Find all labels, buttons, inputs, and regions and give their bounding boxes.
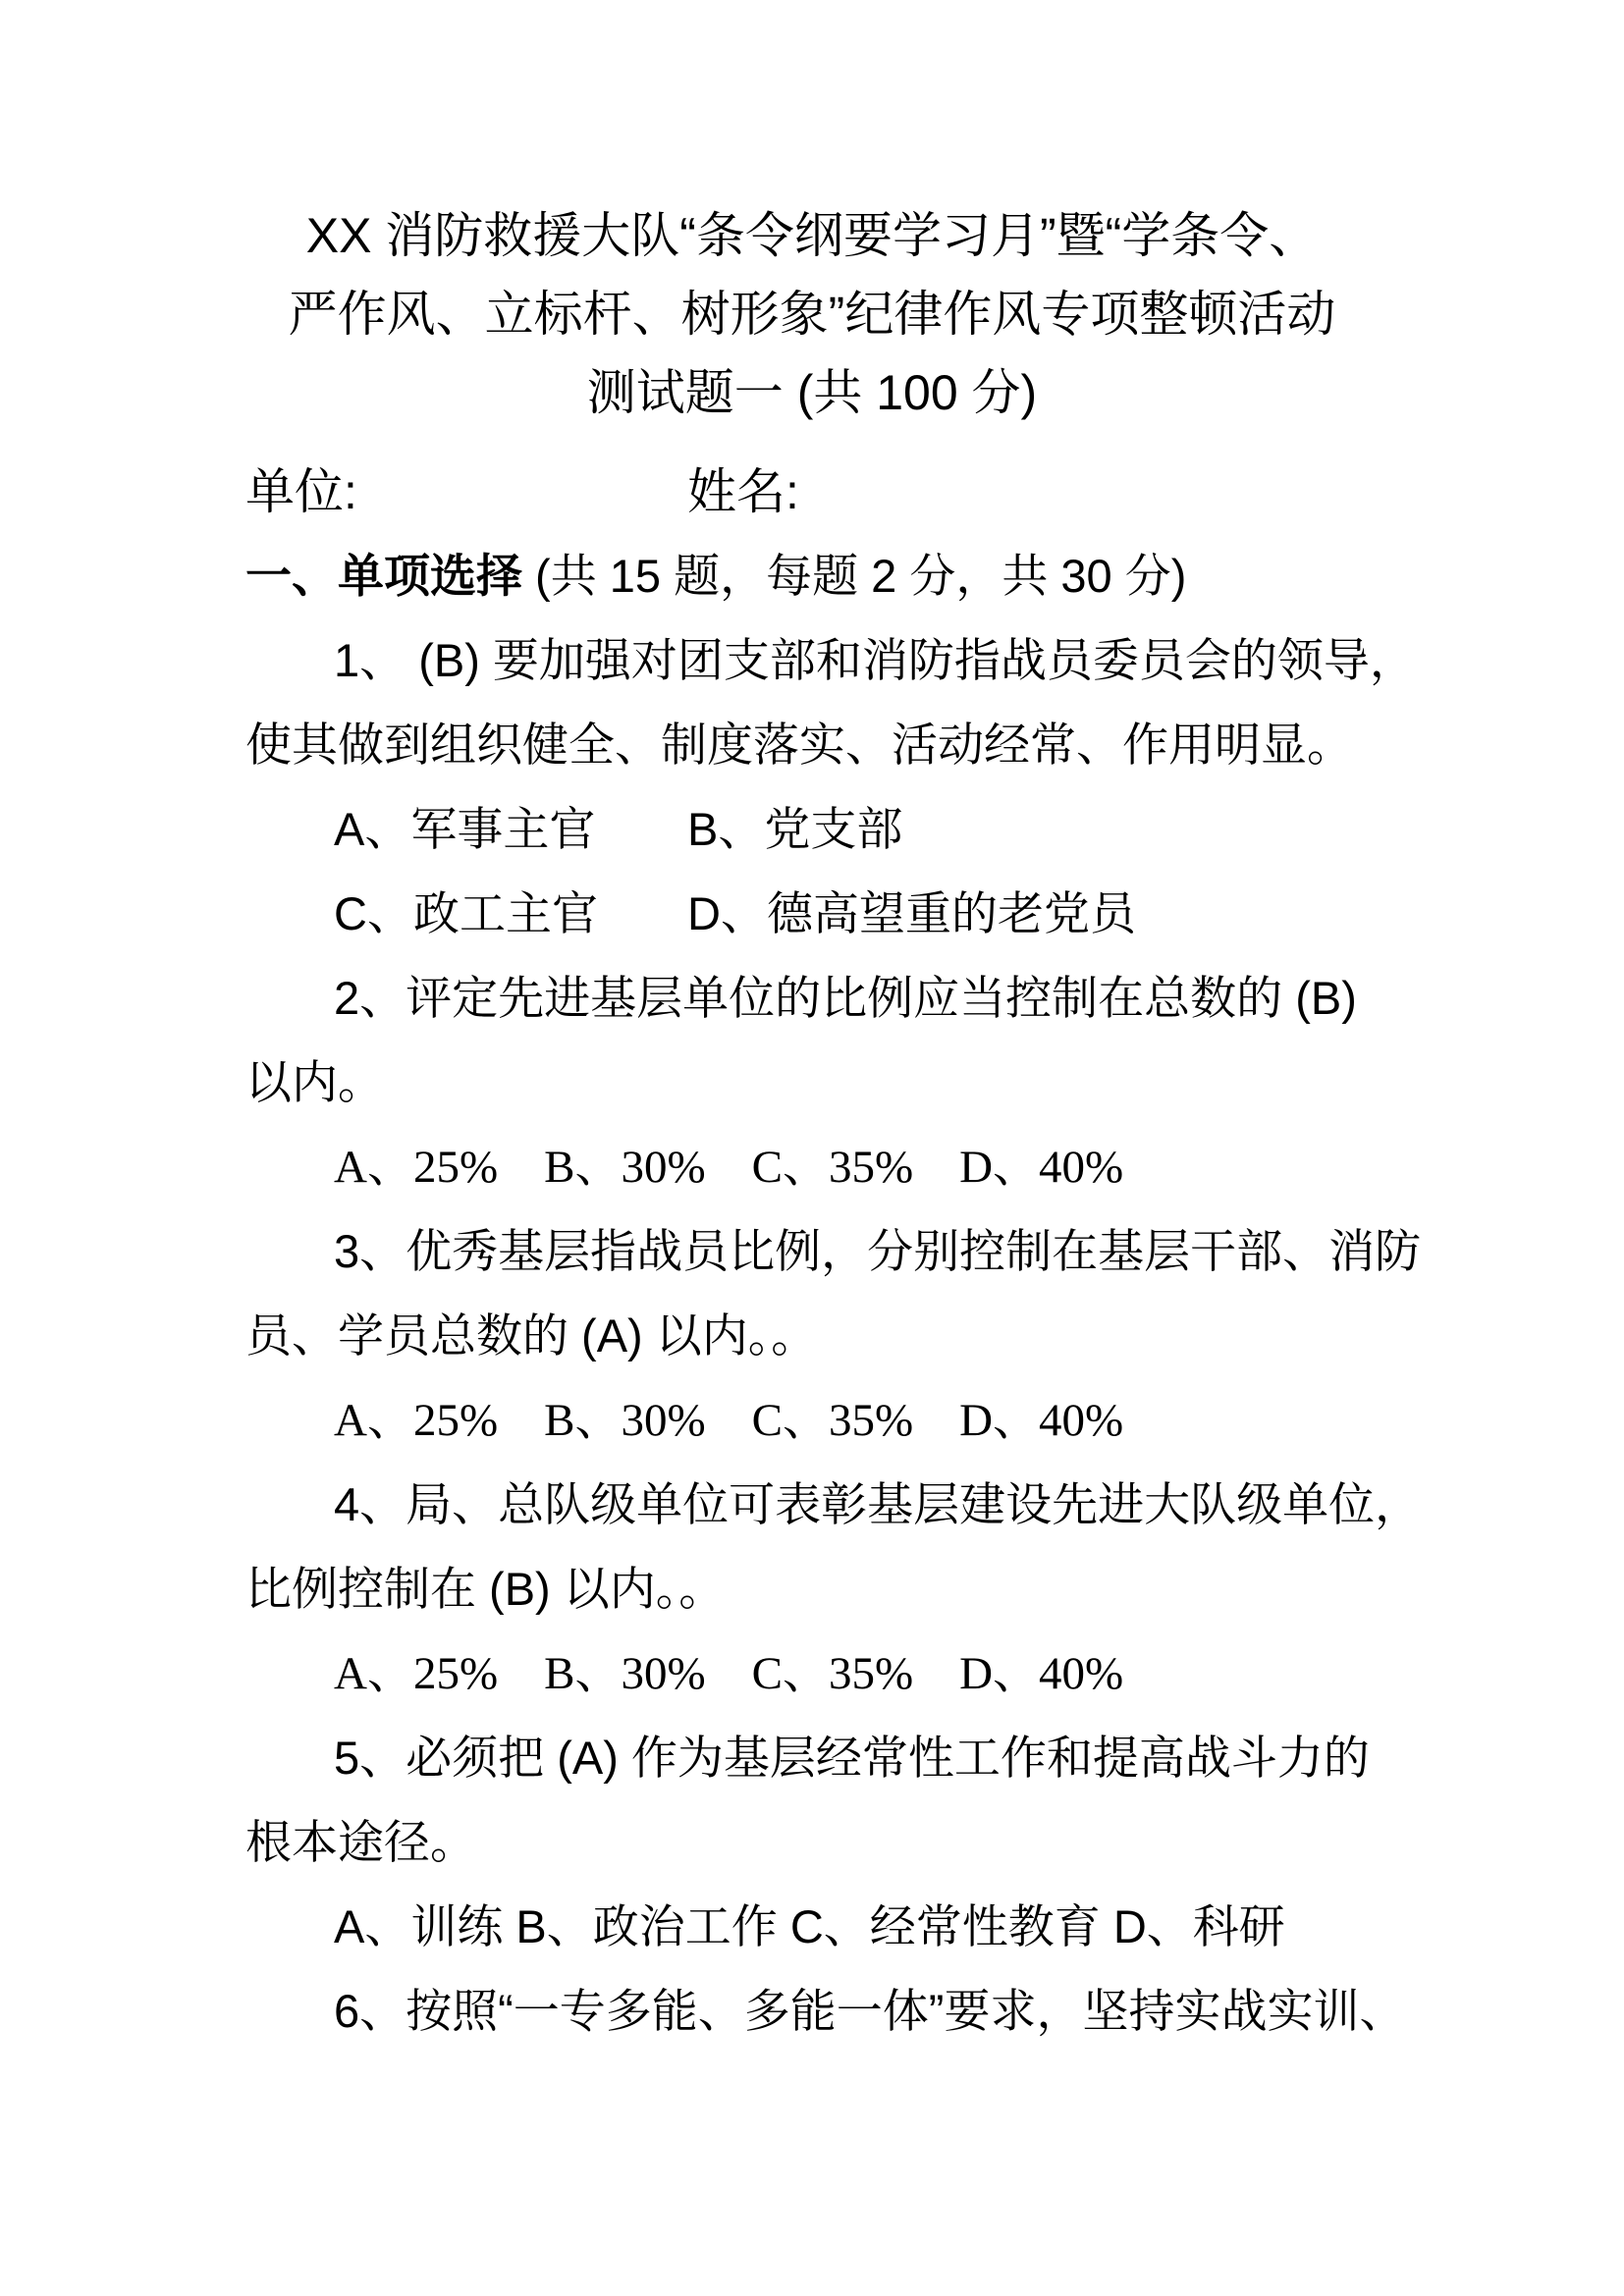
- question-5-line-2: 根本途径。: [245, 1816, 476, 1868]
- question-3-line-1: 3、优秀基层指战员比例，分别控制在基层干部、消防: [334, 1225, 1422, 1277]
- name-field-label: 姓名:: [687, 464, 799, 519]
- question-4-line-1: 4、局、总队级单位可表彰基层建设先进大队级单位，: [334, 1478, 1422, 1530]
- question-5-options-row: A、训练 B、政治工作 C、经常性教育 D、科研: [334, 1900, 1285, 1952]
- question-4-options-row: A、25% B、30% C、35% D、40%: [334, 1648, 1124, 1699]
- question-5-line-1: 5、必须把 (A) 作为基层经常性工作和提高战斗力的: [334, 1732, 1370, 1784]
- title-line-3: 测试题一 (共 100 分): [586, 365, 1038, 420]
- title-line-1: XX 消防救援大队“条令纲要学习月”暨“学条令、: [305, 208, 1319, 263]
- question-1-options-row-2: [245, 872, 1379, 956]
- question-2-line-2: 以内。: [245, 1056, 384, 1108]
- section-heading: [245, 534, 1379, 618]
- question-1-line-1: 1、 (B) 要加强对团支部和消防指战员委员会的领导，: [334, 634, 1416, 686]
- unit-field-label: 单位:: [245, 464, 357, 519]
- question-2-line-1: 2、评定先进基层单位的比例应当控制在总数的 (B): [334, 972, 1357, 1024]
- question-4-line-2: 比例控制在 (B) 以内。。: [245, 1563, 726, 1615]
- section-heading-title: 一、单项选择: [245, 550, 522, 602]
- question-1-option-c: C、政工主官: [334, 887, 598, 939]
- header-fields-row: [245, 450, 1379, 534]
- question-6-line-1: 6、按照“一专多能、多能一体”要求，坚持实战实训、: [334, 1985, 1406, 2037]
- question-1-line-2: 使其做到组织健全、制度落实、活动经常、作用明显。: [245, 719, 1353, 771]
- document-title: [245, 196, 1379, 432]
- question-3-options-row: A、25% B、30% C、35% D、40%: [334, 1395, 1124, 1446]
- question-2-options-row: A、25% B、30% C、35% D、40%: [334, 1142, 1124, 1193]
- question-1-option-a: A、军事主官: [334, 803, 596, 855]
- question-1-option-b: B、党支部: [687, 803, 903, 855]
- question-1-option-d: D、德高望重的老党员: [687, 887, 1136, 939]
- title-line-2: 严作风、立标杆、树形象”纪律作风专项整顿活动: [288, 287, 1336, 342]
- question-3-line-2: 员、学员总数的 (A) 以内。。: [245, 1309, 818, 1362]
- section-heading-note: (共 15 题，每题 2 分，共 30 分): [522, 550, 1187, 602]
- question-1-options-row-1: [245, 787, 1379, 872]
